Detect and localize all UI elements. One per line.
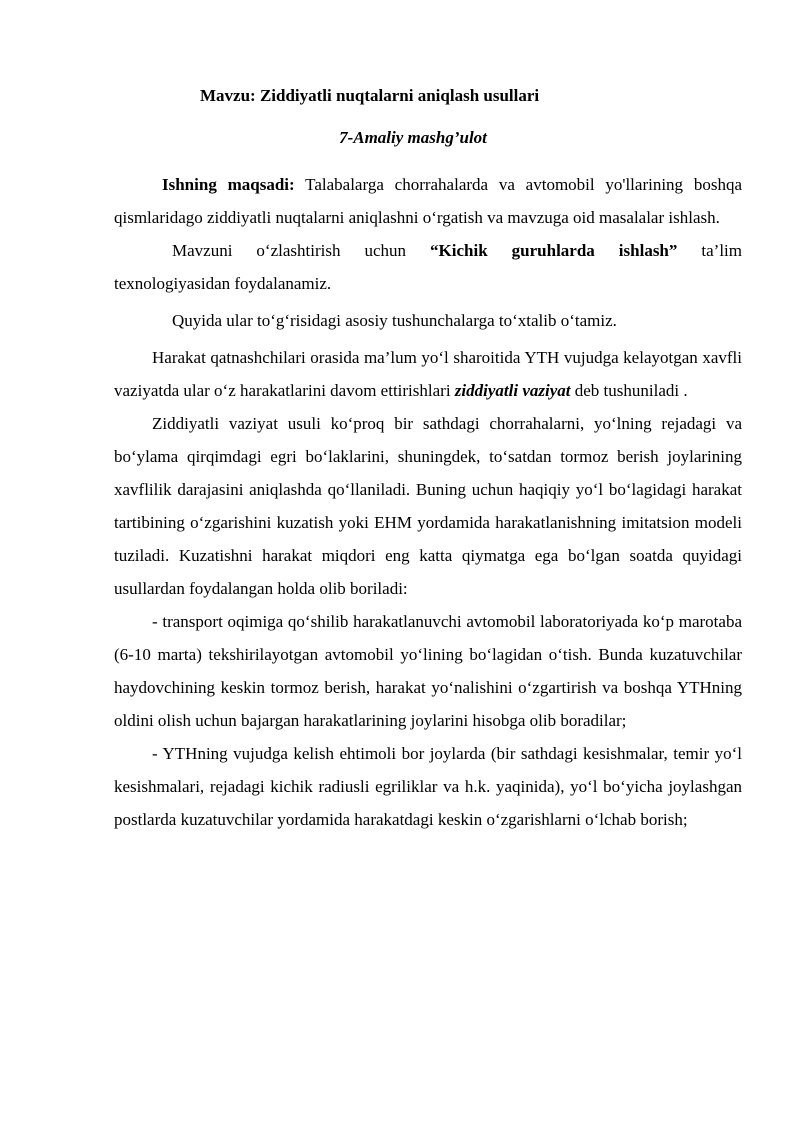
document-subtitle: 7-Amaliy mashg’ulot	[339, 128, 487, 147]
goal-label: Ishning maqsadi:	[162, 175, 295, 194]
document-title: Mavzu: Ziddiyatli nuqtalarni aniqlash usullari	[200, 86, 540, 105]
list-item-1: - transport oqimiga qo‘shilib harakatlanuvchi avtomobil laboratoriyada ko‘p marotaba (6-10 marta) tekshirilayotgan avtomobil yo‘lining bo‘lagidan o‘tish. Bunda kuzatuvchilar haydovchining keskin tormoz berish, harakat yo‘nalishini o‘zgartirish va boshqa YTHning oldini olish uchun bajargan harakatlarining joylarini hisobga olib boradilar;	[114, 612, 742, 730]
definition-paragraph	[114, 341, 742, 407]
method-name: “Kichik guruhlarda ishlash”	[430, 241, 678, 260]
list-item-2: - YTHning vujudga kelish ehtimoli bor joylarda (bir sathdagi kesishmalar, temir yo‘l kesishmalari, rejadagi kichik radiusli egriliklar va h.k. yaqinida), yo‘l bo‘yicha joylashgan postlarda kuzatuvchilar yordamida harakatdagi keskin o‘zgarishlarni o‘lchab borish;	[114, 744, 742, 829]
definition-suffix: deb tushuniladi .	[570, 381, 688, 400]
intro-paragraph: Quyida ular to‘g‘risidagi asosiy tushunchalarga to‘xtalib o‘tamiz.	[172, 311, 617, 330]
goal-paragraph	[114, 168, 742, 234]
method-suffix: ta’lim texnologiyasidan foydalanamiz.	[114, 241, 742, 293]
method-prefix: Mavzuni o‘zlashtirish uchun	[172, 241, 431, 260]
goal-text: Talabalarga chorrahalarda va avtomobil yo'llarining boshqa qismlaridago ziddiyatli nuqtalarni aniqlashni o‘rgatish va mavzuga oid masalalar ishlash.	[114, 175, 742, 227]
definition-prefix: Harakat qatnashchilari orasida ma’lum yo‘l sharoitida YTH vujudga kelayotgan xavfli vaziyatda ular o‘z harakatlarini davom ettirishlari	[114, 348, 742, 400]
method-paragraph	[114, 234, 742, 300]
document-body	[114, 168, 742, 836]
definition-term: ziddiyatli vaziyat	[454, 381, 571, 400]
method-description-paragraph: Ziddiyatli vaziyat usuli ko‘proq bir sathdagi chorrahalarni, yo‘lning rejadagi va bo‘ylama qirqimdagi egri bo‘laklarini, shuningdek, to‘satdan tormoz berish joylarining xavflilik darajasini aniqlashda qo‘llaniladi. Buning uchun haqiqiy yo‘l bo‘lagidagi harakat tartibining o‘zgarishini kuzatish yoki EHM yordamida harakatlanishning imitatsion modeli tuziladi. Kuzatishni harakat miqdori eng katta qiymatga ega bo‘lgan soatda quyidagi usullardan foydalangan holda olib boriladi:	[114, 414, 742, 598]
